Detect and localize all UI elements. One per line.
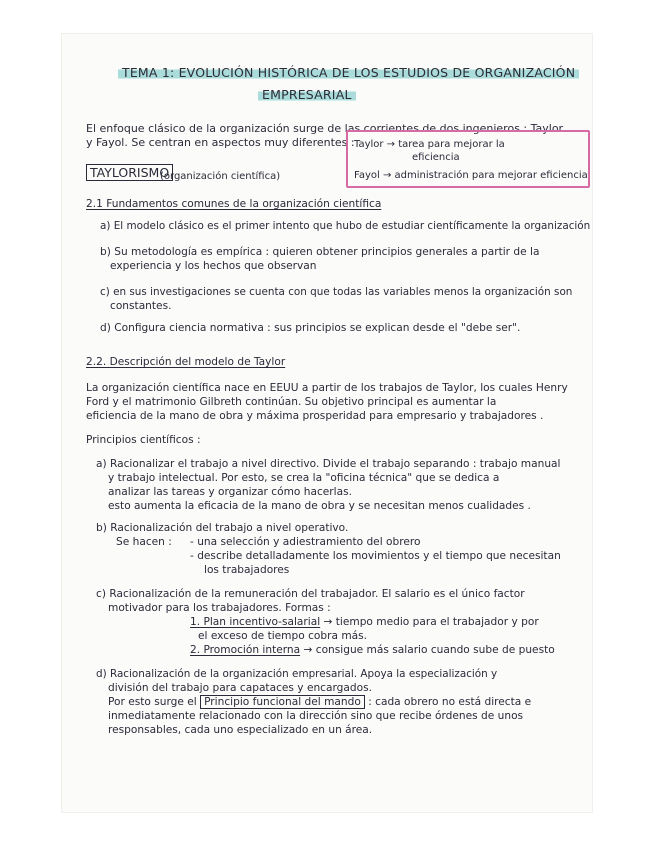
s1-item-b-line-1: b) Su metodología es empírica : quieren obtener principios generales a partir de la (100, 246, 540, 258)
form-1-desc: → tiempo medio para el trabajador y por (323, 616, 539, 628)
section-2-2-heading: 2.2. Descripción del modelo de Taylor (86, 356, 286, 368)
page-title-line-2 (258, 88, 356, 101)
page-title (118, 66, 579, 79)
intro-line-1: El enfoque clásico de la organización surge de las corrientes de dos ingenieros : Taylor (86, 122, 564, 135)
principle-b-bullet-1: - una selección y adiestramiento del obrero (190, 536, 421, 548)
s2-para-line-3: eficiencia de la mano de obra y máxima prosperidad para empresario y trabajadores . (86, 410, 544, 422)
principle-d-line-5: responsables, cada uno especializado en un área. (108, 724, 373, 736)
principle-a-line-2: y trabajo intelectual. Por esto, se crea la "oficina técnica" que se dedica a (108, 472, 500, 484)
form-2-desc: → consigue más salario cuando sube de puesto (303, 644, 555, 656)
form-1-name: 1. Plan incentivo-salarial (190, 616, 321, 628)
s2-para-line-2: Ford y el matrimonio Gilbreth continúan. Su objetivo principal es aumentar la (86, 396, 497, 408)
principle-c-form-1-cont: el exceso de tiempo cobra más. (198, 630, 368, 642)
principles-label: Principios científicos : (86, 434, 201, 446)
principle-c-form-2 (190, 644, 555, 657)
form-2-name: 2. Promoción interna (190, 644, 301, 656)
principle-c-form-1 (190, 616, 539, 629)
title-line-1: TEMA 1: EVOLUCIÓN HISTÓRICA DE LOS ESTUDIOS DE ORGANIZACIÓN (118, 65, 579, 80)
s1-item-a: a) El modelo clásico es el primer intento que hubo de estudiar científicamente la organización (100, 220, 591, 232)
principle-b-se-hacen: Se hacen : (116, 536, 172, 548)
box-taylor-line-2: eficiencia (412, 152, 460, 163)
s1-item-b-line-2: experiencia y los hechos que observan (110, 260, 317, 272)
principle-a-line-3: analizar las tareas y organizar cómo hacerlas. (108, 486, 352, 498)
principle-a-line-4: esto aumenta la eficacia de la mano de obra y se necesitan menos cualidades . (108, 500, 531, 512)
principle-c-line-2: motivador para los trabajadores. Formas : (108, 602, 331, 614)
principle-d-line-4: inmediatamente relacionado con la dirección sino que recibe órdenes de unos (108, 710, 524, 722)
box-fayol: Fayol → administración para mejorar eficiencia (354, 170, 588, 181)
s1-item-c-line-2: constantes. (110, 300, 172, 312)
principle-a-line-1: a) Racionalizar el trabajo a nivel directivo. Divide el trabajo separando : trabajo manual (96, 458, 561, 470)
principle-c-line-1: c) Racionalización de la remuneración del trabajador. El salario es el único factor (96, 588, 525, 600)
principle-b-bullet-2: - describe detalladamente los movimientos y el tiempo que necesitan (190, 550, 561, 562)
s2-para-line-1: La organización científica nace en EEUU a partir de los trabajos de Taylor, los cuales Henry (86, 382, 568, 394)
principio-funcional-del-mando: Principio funcional del mando (200, 695, 365, 709)
principle-b-bullet-2b: los trabajadores (204, 564, 290, 576)
principle-b-line-1: b) Racionalización del trabajo a nivel operativo. (96, 522, 349, 534)
intro-line-2: y Fayol. Se centran en aspectos muy diferentes : (86, 136, 355, 149)
taylorismo-label: TAYLORISMO (86, 166, 173, 179)
s1-item-d: d) Configura ciencia normativa : sus principios se explican desde el "debe ser". (100, 322, 521, 334)
taylorismo-note: (organización científica) (160, 171, 281, 182)
box-taylor-line-1: Taylor → tarea para mejorar la (354, 139, 505, 150)
section-2-1-heading: 2.1 Fundamentos comunes de la organización científica (86, 198, 382, 210)
principle-d-line-3: Por esto surge el Principio funcional del mando : cada obrero no está directa e (108, 696, 532, 708)
title-line-2: EMPRESARIAL (258, 87, 356, 102)
s1-item-c-line-1: c) en sus investigaciones se cuenta con que todas las variables menos la organización son (100, 286, 573, 298)
principle-d-line-1: d) Racionalización de la organización empresarial. Apoya la especialización y (96, 668, 498, 680)
principle-d-line-2: división del trabajo para capataces y encargados. (108, 682, 372, 694)
